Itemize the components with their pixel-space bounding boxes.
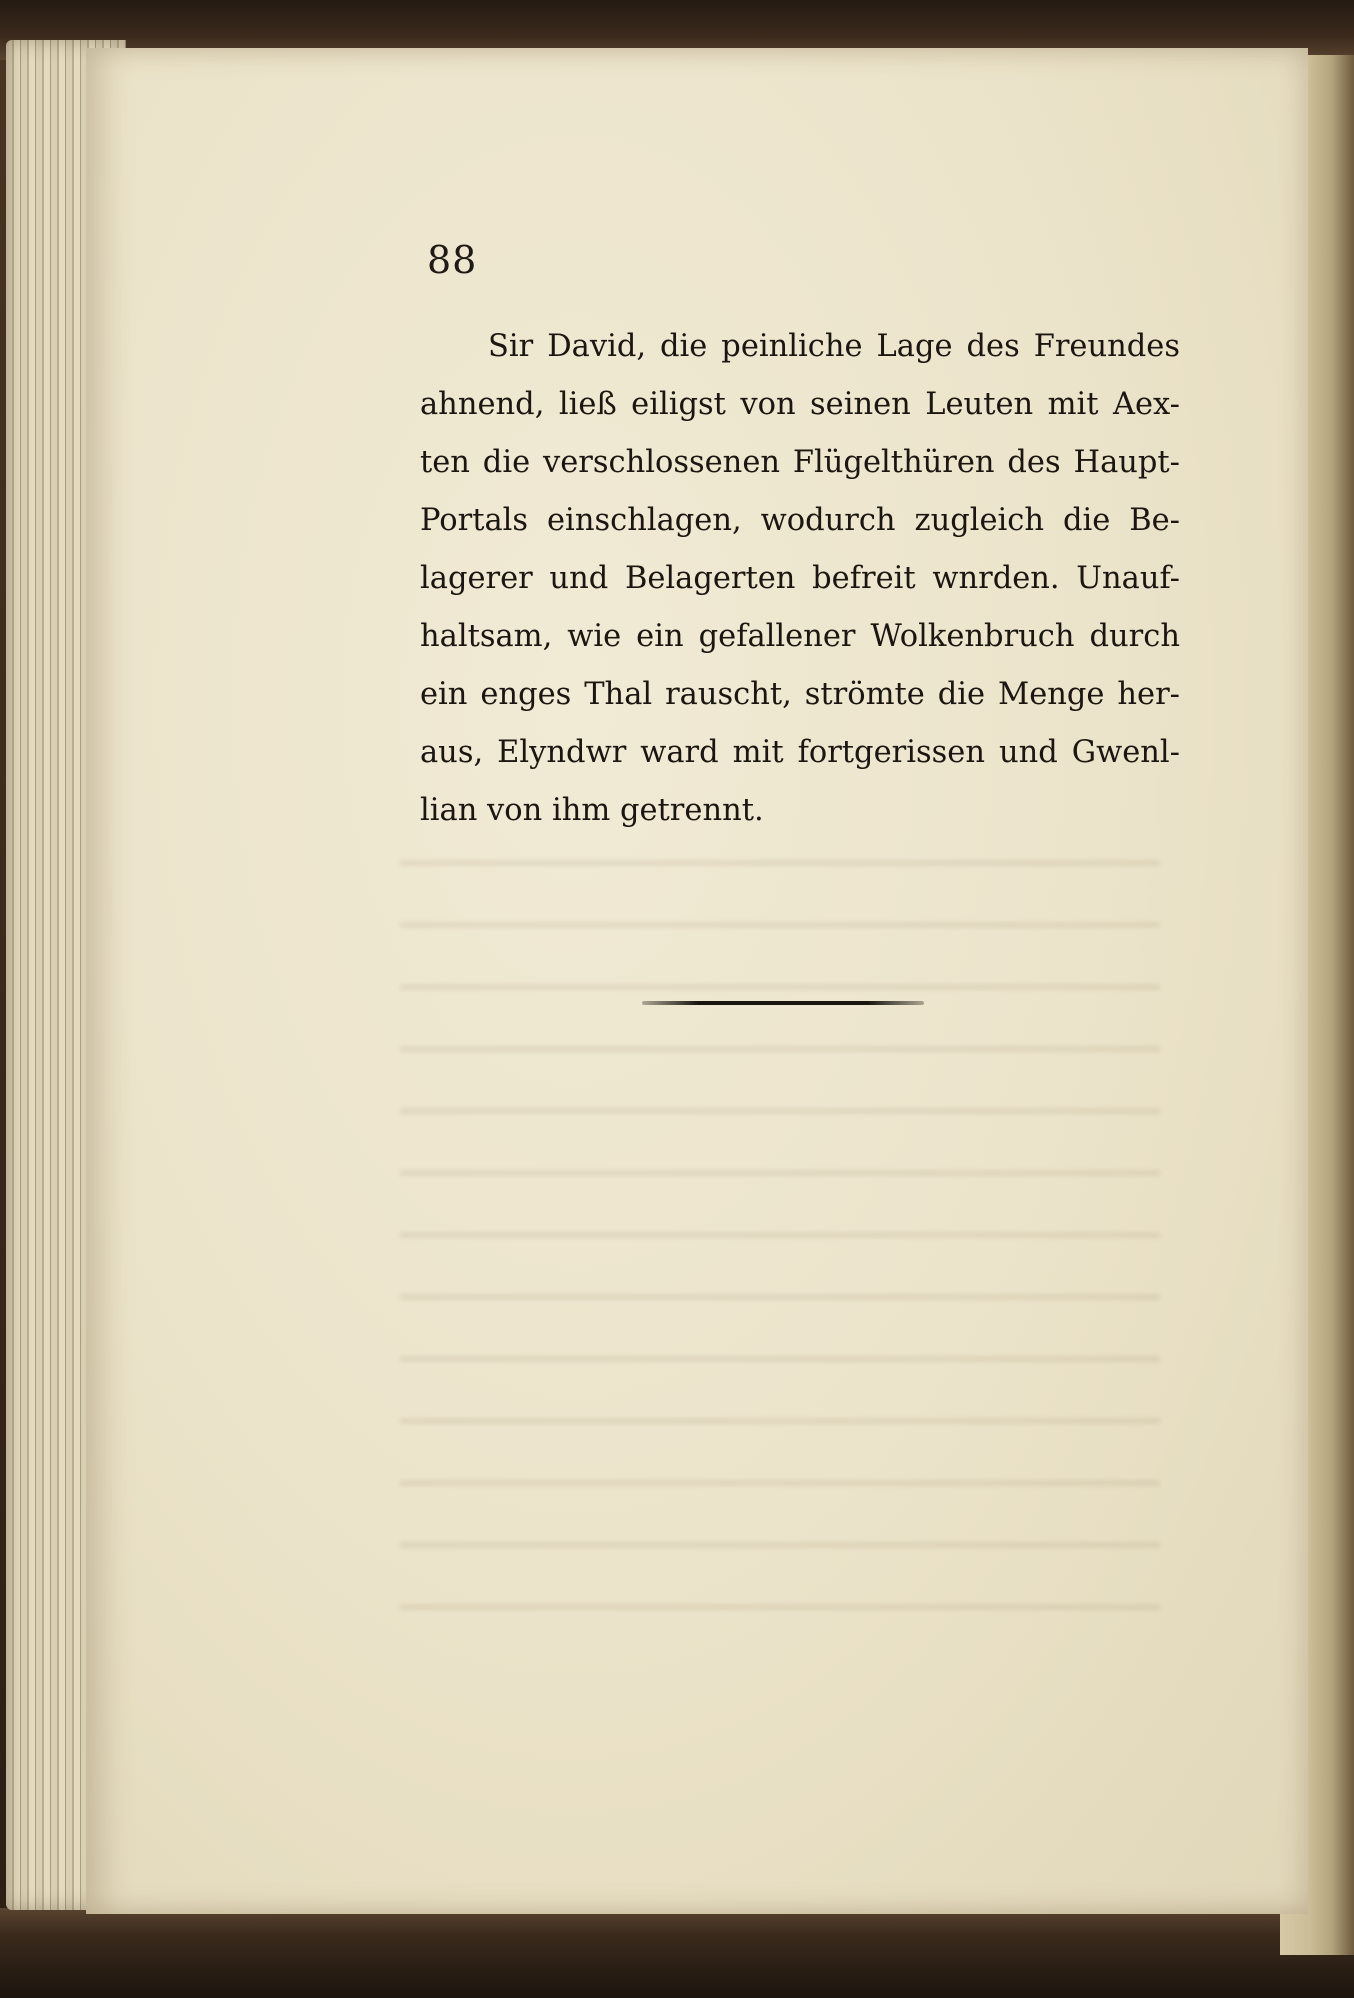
body-text	[420, 318, 1180, 840]
book-bottom-edge	[0, 1908, 1354, 1998]
show-through-text	[400, 820, 1160, 1640]
text-line: ten die verschlossenen Flügelthüren des Haupt-	[420, 445, 1180, 480]
text-line: Portals einschlagen, wodurch zugleich die Be-	[420, 503, 1180, 538]
text-line: haltsam, wie ein gefallener Wolkenbruch durch	[420, 619, 1180, 654]
text-line: lagerer und Belagerten befreit wnrden. Unauf-	[420, 561, 1180, 596]
page-number: 88	[427, 238, 478, 282]
text-line: lian von ihm getrennt.	[420, 793, 764, 828]
text-line: ein enges Thal rauscht, strömte die Menge her-	[420, 677, 1180, 712]
text-line: aus, Elyndwr ward mit fortgerissen und Gwenl-	[420, 735, 1180, 770]
text-line: ahnend, ließ eiligst von seinen Leuten mit Aex-	[420, 387, 1180, 422]
text-line: Sir David, die peinliche Lage des Freundes	[488, 329, 1180, 364]
section-divider-rule	[642, 1001, 924, 1005]
